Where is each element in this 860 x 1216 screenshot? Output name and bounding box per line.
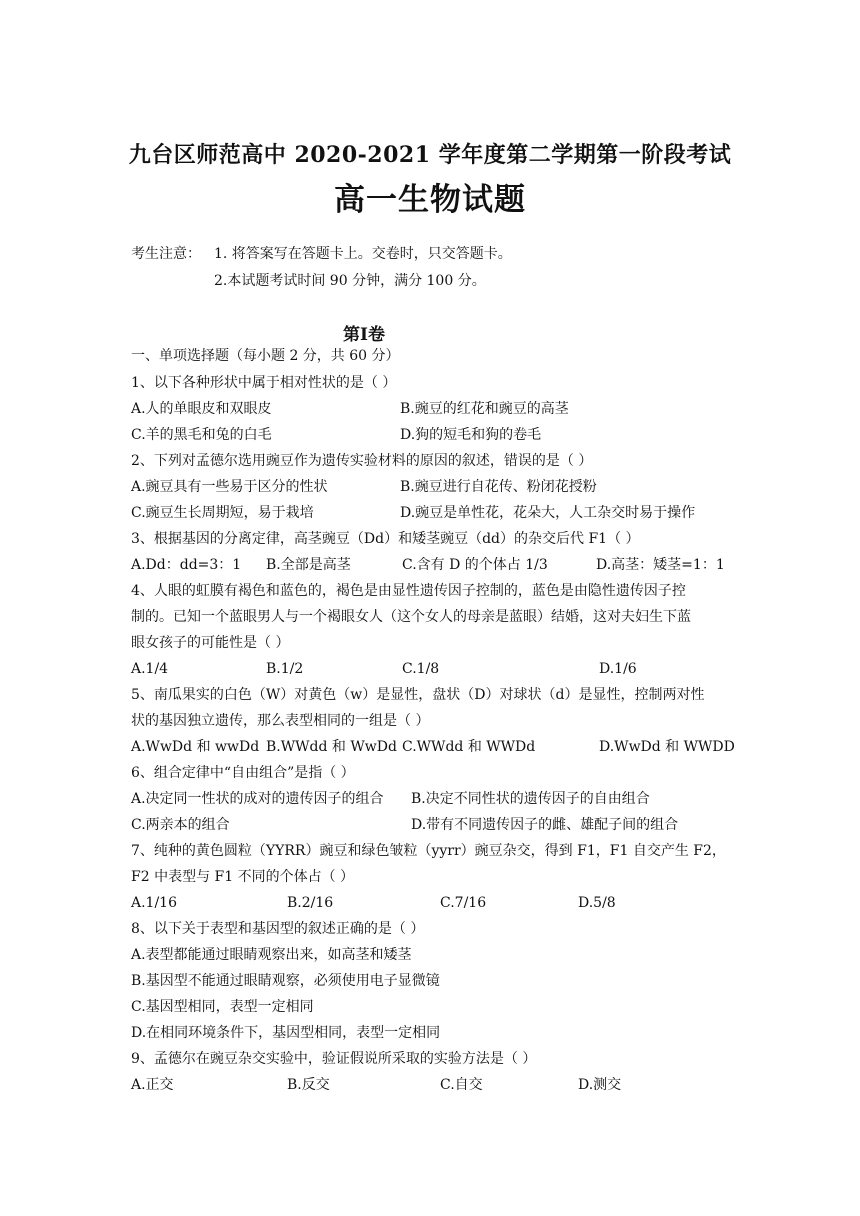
question-9-option-c: C.自交 [440,1077,483,1093]
question-8-option-b: B.基因型不能通过眼睛观察，必须使用电子显微镜 [131,973,440,989]
question-6-option-c: C.两亲本的组合 [131,817,230,833]
question-8-option-d: D.在相同环境条件下，基因型相同，表型一定相同 [131,1025,441,1041]
question-1-option-d: D.狗的短毛和狗的卷毛 [400,427,542,443]
question-4-line-2: 制的。已知一个蓝眼男人与一个褐眼女人（这个女人的母亲是蓝眼）结婚，这对夫妇生下蓝 [131,609,691,625]
question-8-option-c: C.基因型相同，表型一定相同 [131,999,314,1015]
question-4-option-c: C.1/8 [402,661,440,677]
question-3-option-d: D.高茎：矮茎=1：1 [596,557,725,573]
question-4-line-3: 眼女孩子的可能性是（ ） [131,635,290,651]
question-2-option-b: B.豌豆进行自花传、粉闭花授粉 [400,479,597,495]
subject-title: 高一生物试题 [334,182,526,218]
question-4-option-a: A.1/4 [131,661,169,677]
question-6-option-b: B.决定不同性状的遗传因子的自由组合 [411,791,650,807]
question-4-option-b: B.1/2 [266,661,304,677]
volume-title: 第Ⅰ卷 [343,325,385,345]
question-5-option-b: B.WWdd 和 WwDd [266,739,397,755]
question-5-line-1: 5、南瓜果实的白色（W）对黄色（w）是显性，盘状（D）对球状（d）是显性，控制两对性 [131,687,705,703]
question-6-stem: 6、组合定律中“自由组合”是指（ ） [131,765,355,781]
question-2-stem: 2、下列对孟德尔选用豌豆作为遗传实验材料的原因的叙述，错误的是（ ） [131,453,593,469]
question-3-option-b: B.全部是高茎 [266,557,351,573]
question-3-stem: 3、根据基因的分离定律，高茎豌豆（Dd）和矮茎豌豆（dd）的杂交后代 F1（ ） [131,531,640,547]
question-2-option-d: D.豌豆是单性花，花朵大，人工杂交时易于操作 [400,505,696,521]
question-2-option-c: C.豌豆生长周期短，易于栽培 [131,505,314,521]
question-7-line-1: 7、纯种的黄色圆粒（YYRR）豌豆和绿色皱粒（yyrr）豌豆杂交，得到 F1，F1 自交产生 F2， [131,843,726,859]
question-4-line-1: 4、人眼的虹膜有褐色和蓝色的，褐色是由显性遗传因子控制的，蓝色是由隐性遗传因子控 [131,583,686,599]
question-3-option-a: A.Dd：dd=3：1 [131,557,242,573]
question-7-option-b: B.2/16 [287,895,334,911]
question-5-option-d: D.WwDd 和 WWDD [599,739,735,755]
notice-label: 考生注意： [131,246,201,262]
notice-item-2: 2.本试题考试时间 90 分钟，满分 100 分。 [214,273,486,289]
question-5-option-a: A.WwDd 和 wwDd [131,739,260,755]
section-title: 一、单项选择题（每小题 2 分，共 60 分） [131,348,400,364]
question-3-option-c: C.含有 D 的个体占 1/3 [402,557,548,573]
question-7-option-d: D.5/8 [578,895,616,911]
question-1-stem: 1、以下各种形状中属于相对性状的是（ ） [131,375,397,391]
question-1-option-a: A.人的单眼皮和双眼皮 [131,401,272,417]
question-1-option-c: C.羊的黑毛和兔的白毛 [131,427,272,443]
question-8-option-a: A.表型都能通过眼睛观察出来，如高茎和矮茎 [131,947,412,963]
question-9-option-a: A.正交 [131,1077,174,1093]
question-4-option-d: D.1/6 [599,661,637,677]
question-9-option-d: D.测交 [578,1077,622,1093]
question-7-option-a: A.1/16 [131,895,177,911]
question-9-stem: 9、孟德尔在豌豆杂交实验中，验证假说所采取的实验方法是（ ） [131,1051,537,1067]
question-1-option-b: B.豌豆的红花和豌豆的高茎 [400,401,569,417]
question-6-option-d: D.带有不同遗传因子的雌、雄配子间的组合 [411,817,679,833]
school-exam-title: 九台区师范高中 2020-2021 学年度第二学期第一阶段考试 [128,142,732,168]
question-9-option-b: B.反交 [287,1077,330,1093]
question-2-option-a: A.豌豆具有一些易于区分的性状 [131,479,328,495]
question-7-line-2: F2 中表型与 F1 不同的个体占（ ） [131,869,355,885]
question-5-option-c: C.WWdd 和 WWDd [402,739,536,755]
question-5-line-2: 状的基因独立遗传，那么表型相同的一组是（ ） [131,713,430,729]
notice-item-1: 1. 将答案写在答题卡上。交卷时，只交答题卡。 [214,246,512,262]
question-6-option-a: A.决定同一性状的成对的遗传因子的组合 [131,791,384,807]
question-7-option-c: C.7/16 [440,895,487,911]
question-8-stem: 8、以下关于表型和基因型的叙述正确的是（ ） [131,921,425,937]
